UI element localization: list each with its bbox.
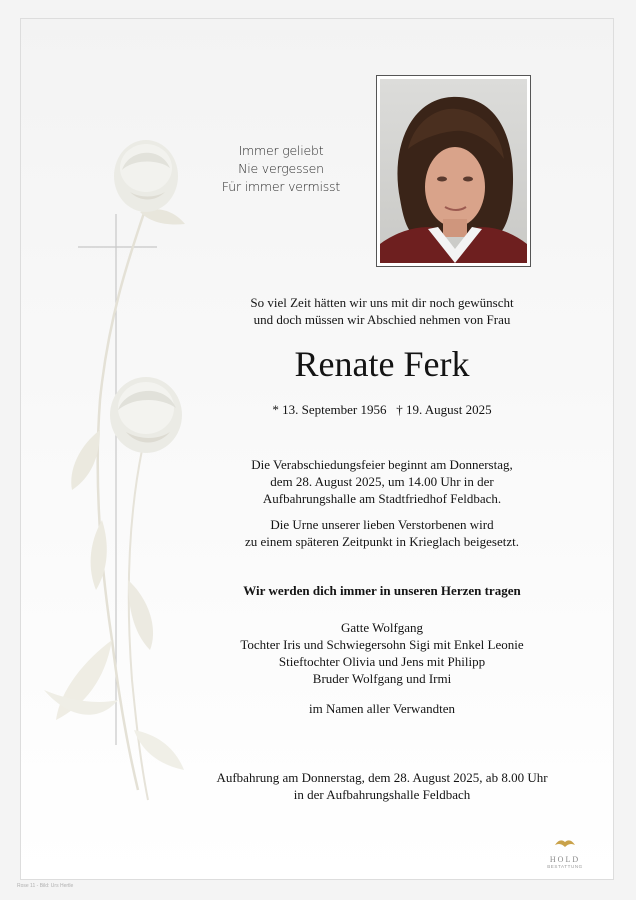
poem-line: Immer geliebt bbox=[238, 143, 324, 158]
family-member: Tochter Iris und Schwiegersohn Sigi mit Enkel Leonie bbox=[240, 637, 524, 652]
leaf bbox=[128, 580, 153, 650]
relatives-line: im Namen aller Verwandten bbox=[309, 701, 455, 716]
family-list bbox=[182, 619, 582, 687]
deceased-name: Renate Ferk bbox=[294, 344, 470, 384]
portrait-photo bbox=[376, 75, 531, 267]
family-member: Bruder Wolfgang und Irmi bbox=[312, 671, 452, 686]
funeral-home-logo bbox=[540, 836, 590, 870]
motto: Wir werden dich immer in unseren Herzen tragen bbox=[243, 583, 521, 598]
family-member: Gatte Wolfgang bbox=[340, 620, 424, 635]
life-dates bbox=[182, 401, 582, 418]
death-date: † 19. August 2025 bbox=[396, 402, 492, 417]
logo-emblem-icon bbox=[554, 837, 576, 849]
ceremony-line: Aufbahrungshalle am Stadtfriedhof Feldbach. bbox=[262, 491, 502, 506]
leaf bbox=[71, 430, 100, 490]
intro-line: und doch müssen wir Abschied nehmen von Frau bbox=[253, 312, 511, 327]
intro-text bbox=[182, 294, 582, 328]
ceremony-text bbox=[182, 456, 582, 507]
viewing-line: Aufbahrung am Donnerstag, dem 28. August 2025, ab 8.00 Uhr bbox=[216, 770, 548, 785]
urn-line: Die Urne unserer lieben Verstorbenen wird bbox=[270, 517, 494, 532]
poem bbox=[206, 142, 356, 196]
logo-subtitle: BESTATTUNG bbox=[547, 864, 583, 869]
portrait-photo-icon bbox=[380, 79, 527, 263]
viewing-line: in der Aufbahrungshalle Feldbach bbox=[293, 787, 471, 802]
logo-name: HOLD bbox=[549, 855, 581, 864]
urn-text bbox=[182, 516, 582, 550]
ceremony-line: Die Verabschiedungsfeier beginnt am Donnerstag, bbox=[251, 457, 513, 472]
poem-line: Nie vergessen bbox=[238, 161, 324, 176]
ceremony-line: dem 28. August 2025, um 14.00 Uhr in der bbox=[270, 474, 494, 489]
birth-date: * 13. September 1956 bbox=[272, 402, 387, 417]
urn-line: zu einem späteren Zeitpunkt in Krieglach beigesetzt. bbox=[245, 534, 519, 549]
viewing-text bbox=[182, 769, 582, 803]
family-member: Stieftochter Olivia und Jens mit Philipp bbox=[278, 654, 486, 669]
poem-line: Für immer vermisst bbox=[221, 179, 341, 194]
intro-line: So viel Zeit hätten wir uns mit dir noch gewünscht bbox=[250, 295, 514, 310]
image-credit: Rose 11 - Bild: Urs Hertle bbox=[17, 883, 74, 889]
